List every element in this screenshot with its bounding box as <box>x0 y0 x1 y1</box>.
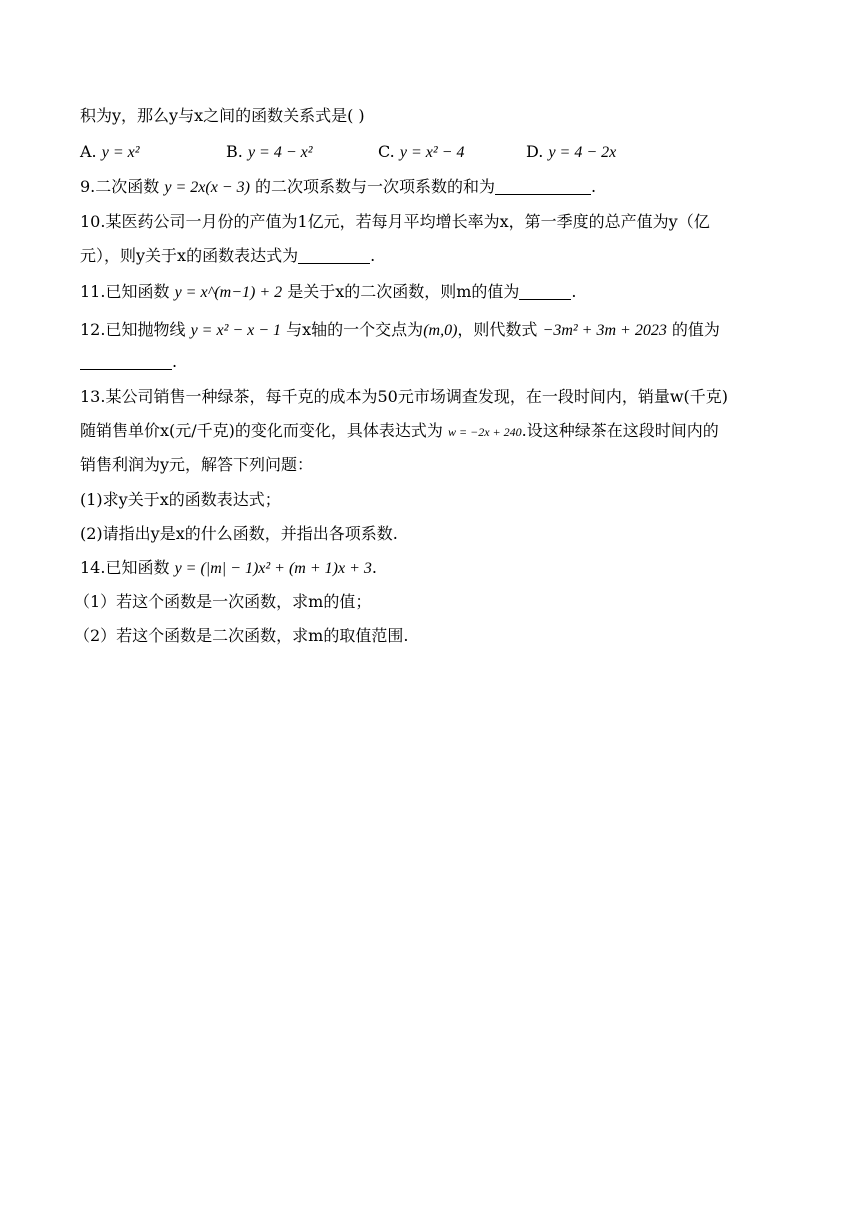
question-13-part2: (2)请指出y是x的什么函数，并指出各项系数. <box>80 524 398 543</box>
question-14-part2: （2）若这个函数是二次函数，求m的取值范围. <box>74 626 409 645</box>
question-14-part1: （1）若这个函数是一次函数，求m的值； <box>74 592 372 611</box>
q8-options <box>80 142 780 164</box>
question-13-part1: (1)求y关于x的函数表达式； <box>80 490 281 509</box>
question-13-line1: 13.某公司销售一种绿茶，每千克的成本为50元市场调查发现，在一段时间内，销量w(千克) <box>80 387 728 406</box>
question-13-line3: 销售利润为y元，解答下列问题： <box>80 455 314 474</box>
q8-option-d: D. y = 4 − 2x <box>526 142 617 161</box>
q8-option-c: C. y = x² − 4 <box>378 142 465 161</box>
answer-blank[interactable] <box>495 178 591 195</box>
question-10-line1: 10.某医药公司一月份的产值为1亿元，若每月平均增长率为x，第一季度的总产值为y（亿 <box>80 212 710 231</box>
question-9: 9.二次函数 y = 2x(x − 3) 的二次项系数与一次项系数的和为 . <box>80 177 597 196</box>
question-11: 11.已知函数 y = x^(m−1) + 2 是关于x的二次函数，则m的值为 . <box>80 282 577 301</box>
answer-blank[interactable] <box>298 247 370 264</box>
question-12-line2: . <box>80 352 177 372</box>
q8-stem-tail: 积为y，那么y与x之间的函数关系式是( ) <box>80 106 365 125</box>
question-14: 14.已知函数 y = (|m| − 1)x² + (m + 1)x + 3. <box>80 558 377 577</box>
q8-option-a: A. y = x² <box>80 142 140 161</box>
question-12-line1: 12.已知抛物线 y = x² − x − 1 与x轴的一个交点为(m,0)，则代数式 −3m² + 3m + 2023 的值为 <box>80 320 720 339</box>
question-10-line2: 元），则y关于x的函数表达式为 . <box>80 246 376 265</box>
answer-blank[interactable] <box>80 353 172 370</box>
q8-option-b: B. y = 4 − x² <box>226 142 313 161</box>
question-13-line2: 随销售单价x(元/千克)的变化而变化，具体表达式为 w = −2x + 240.设这种绿茶在这段时间内的 <box>80 421 719 440</box>
answer-blank[interactable] <box>519 283 571 300</box>
